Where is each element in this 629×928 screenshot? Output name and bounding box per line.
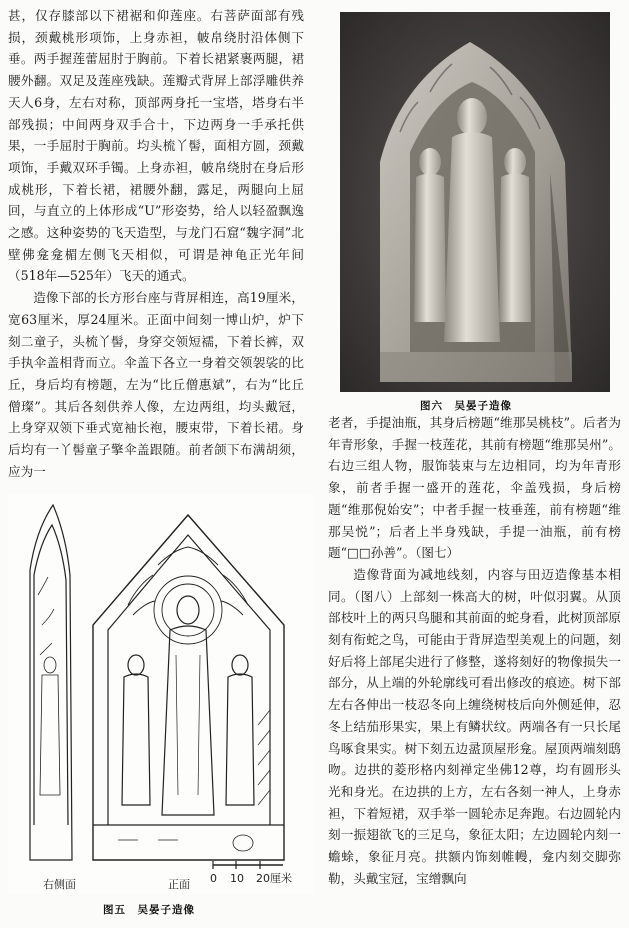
figure-6-photo xyxy=(340,12,610,392)
scale-tick-20cm: 20厘米 xyxy=(256,872,292,885)
figure-6-caption: 图六 吴晏子造像 xyxy=(420,400,512,412)
stele-photo-illustration xyxy=(340,12,610,392)
scale-tick-10: 10 xyxy=(230,872,244,885)
figure-5-line-drawing xyxy=(8,495,314,895)
right-paragraph-2: 造像背面为减地线刻，内容与田迈造像基本相同。（图八）上部刻一株高大的树，叶似羽翼。从顶部枝叶上的两只鸟腿和其前面的蛇身看，此树顶部原刻有衔蛇之鸟，可能由于背屏造型美观上的问题，刻好后将上部尾尖进行了修整，遂将刻好的物像损失一部分，从上端的外轮廓线可看出修改的痕迹。树下部左右各伸出一枝忍冬向上缠绕树枝后向外侧延伸，忍冬上结茄形果实，果上有鳞状纹。两端各有一只长尾鸟啄食果实。树下刻五边盝顶屋形龛。屋顶两端刻鸱吻。边拱的菱形格内刻禅定坐佛12尊，均有圆形头光和身光。在边拱的上方，左右各刻一神人，上身赤袒，下着短裙，双手举一圆轮赤足奔跑。右边圆轮内刻一振翅欲飞的三足乌，象征太阳；左边圆轮内刻一蟾蜍，象征月亮。拱额内饰刻帷幔，龛内刻交脚弥勒，头戴宝冠，宝缯飘向 xyxy=(328,566,621,886)
label-side-view: 右侧面 xyxy=(43,878,76,891)
left-paragraph-2: 造像下部的长方形台座与背屏相连，高19厘米，宽63厘米，厚24厘米。正面中间刻一博山炉，炉下刻二童子，头梳丫髻，身穿交领短襦，下着长裤，双手执伞盖相背而立。伞盖下各立一身着交领袈裟的比丘，身后均有榜题，左为“比丘僧惠斌”，右为“比丘僧璨”。其后各刻供养人像，左边两组，均头戴冠，上身穿双领下垂式宽袖长袍，腰束带，下着长裙。身后均有一丫髻童子擎伞盖跟随。前者颌下布满胡须，应为一 xyxy=(8,290,304,479)
label-front-view: 正面 xyxy=(168,878,190,891)
stele-line-drawing xyxy=(8,495,314,895)
right-paragraph-1: 老者，手提油瓶，其身后榜题“维那吴桃枝”。后者为年青形象，手握一枝莲花，其前有榜题“维那吴州”。右边三组人物，服饰装束与左边相同，均为年青形象，前者手握一盛开的莲花，伞盖残损，身后榜题“维那倪始安”；中者手握一枝垂莲，前有榜题“维那吴悦”；后者上半身残缺，手提一油瓶，前有榜题“□□孙善”。（图七） xyxy=(328,415,621,561)
left-column-text xyxy=(8,5,304,482)
left-paragraph-1: 甚，仅存膝部以下裙裾和仰莲座。右菩萨面部有残损，颈戴桃形项饰，上身赤袒，帔帛绕肘沿体侧下垂。两手握莲蕾屈肘于胸前。下着长裙紧裹两腿，裙腰外翻。双足及莲座残缺。莲瓣式背屏上部浮雕供养天人6身，左右对称，顶部两身托一宝塔，塔身右半部残损；中间两身双手合十，下边两身一手承托供果，一手屈肘于胸前。均头梳丫髻，面相方圆，颈戴项饰，手戴双环手镯。上身赤袒，帔帛绕肘在身后形成桃形，下着长裙，裙腰外翻，露足，两腿向上屈回，与直立的上体形成“U”形姿势，给人以轻盈飘逸之感。这种姿势的飞天造型，与龙门石窟“魏字洞”北壁佛龛龛楣左侧飞天相似，可谓是神龟正光年间（518年—525年）飞天的通式。 xyxy=(8,8,304,284)
scale-tick-0: 0 xyxy=(210,872,217,885)
right-column-text xyxy=(328,412,621,889)
figure-5-caption: 图五 吴晏子造像 xyxy=(103,904,195,916)
